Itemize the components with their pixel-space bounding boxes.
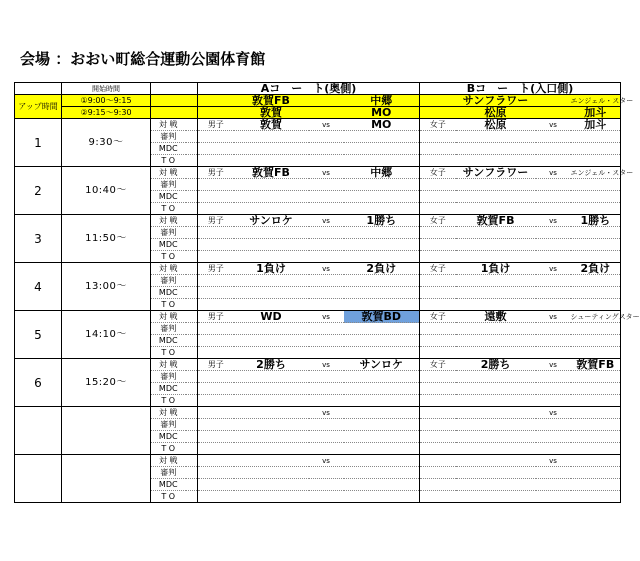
vs-label: vs <box>309 407 344 419</box>
match-number: 2 <box>15 167 62 215</box>
court-b-home-team: 敦賀FB <box>456 215 536 227</box>
match-time <box>62 455 151 503</box>
mdc-label: MDC <box>151 287 186 299</box>
to-label: T O <box>151 299 186 311</box>
mdc-label: MDC <box>151 335 186 347</box>
court-a-away-team: 中郷 <box>344 167 420 179</box>
court-a-team-1: 敦賀FB <box>234 95 309 107</box>
match-number: 5 <box>15 311 62 359</box>
court-a-team-3: 敦賀 <box>234 107 309 119</box>
court-b-team-4: 加斗 <box>571 107 621 119</box>
court-a-home-team: WD <box>234 311 309 323</box>
match-number: 4 <box>15 263 62 311</box>
venue-title: 会場 ：おおい町総合運動公園体育館 <box>20 50 266 68</box>
court-b-header: Bコ ー ト(入口側) <box>420 83 621 95</box>
court-a-team-2: 中郷 <box>344 95 420 107</box>
vs-label: vs <box>536 167 571 179</box>
court-b-away-team: シューティングスター <box>570 312 640 321</box>
match-number: 1 <box>15 119 62 167</box>
match-row <box>15 407 621 419</box>
to-label: T O <box>151 251 186 263</box>
header-row-3 <box>15 107 621 119</box>
court-b-home-team: サンフラワー <box>456 167 536 179</box>
court-a-home-team: 敦賀 <box>234 119 309 131</box>
match-row <box>15 311 621 323</box>
court-a-team-4: MO <box>344 107 420 119</box>
court-b-home-team: 1負け <box>456 263 536 275</box>
match-label: 対 戦 <box>151 167 186 179</box>
match-row <box>15 455 621 467</box>
court-b-team-2: エンジェル・スター <box>570 96 634 105</box>
schedule-table <box>14 81 640 503</box>
match-time: 10:40～ <box>62 167 151 215</box>
girls-label: 女子 <box>420 167 456 179</box>
court-b-home-team: 遠敷 <box>456 311 536 323</box>
warmup-slot-2: ②9:15～9:30 <box>62 107 151 119</box>
boys-label: 男子 <box>198 119 234 131</box>
start-time-label: 開始時間 <box>62 83 151 95</box>
vs-label: vs <box>536 407 571 419</box>
match-number: 3 <box>15 215 62 263</box>
mdc-label: MDC <box>151 239 186 251</box>
referee-label: 審判 <box>151 227 186 239</box>
court-a-away-team: 2負け <box>344 263 420 275</box>
court-b-home-team: 2勝ち <box>456 359 536 371</box>
vs-label: vs <box>309 311 344 323</box>
court-b-away-team: 敦賀FB <box>571 359 621 371</box>
vs-label: vs <box>536 215 571 227</box>
match-number <box>15 407 62 455</box>
referee-label: 審判 <box>151 371 186 383</box>
match-row <box>15 119 621 131</box>
boys-label: 男子 <box>198 359 234 371</box>
header-row-1 <box>15 83 621 95</box>
vs-label: vs <box>309 167 344 179</box>
vs-label: vs <box>309 359 344 371</box>
referee-label: 審判 <box>151 323 186 335</box>
mdc-label: MDC <box>151 191 186 203</box>
boys-label: 男子 <box>198 215 234 227</box>
court-b-away-team: エンジェル・スター <box>570 168 634 177</box>
referee-label: 審判 <box>151 275 186 287</box>
boys-label: 男子 <box>198 311 234 323</box>
to-label: T O <box>151 443 186 455</box>
match-label: 対 戦 <box>151 455 186 467</box>
court-a-home-team: 敦賀FB <box>234 167 309 179</box>
vs-label: vs <box>309 263 344 275</box>
court-a-away-team: 敦賀BD <box>344 311 420 323</box>
court-a-home-team: サンロケ <box>234 215 309 227</box>
mdc-label: MDC <box>151 143 186 155</box>
court-b-home-team: 松原 <box>456 119 536 131</box>
match-number <box>15 455 62 503</box>
girls-label: 女子 <box>420 263 456 275</box>
match-row <box>15 167 621 179</box>
match-time: 11:50～ <box>62 215 151 263</box>
match-label: 対 戦 <box>151 407 186 419</box>
girls-label: 女子 <box>420 359 456 371</box>
warmup-label: アップ時間 <box>15 95 62 119</box>
court-a-away-team: 1勝ち <box>344 215 420 227</box>
mdc-label: MDC <box>151 431 186 443</box>
court-b-team-3: 松原 <box>456 107 536 119</box>
mdc-label: MDC <box>151 383 186 395</box>
match-time <box>62 407 151 455</box>
vs-label: vs <box>536 359 571 371</box>
to-label: T O <box>151 491 186 503</box>
court-b-away-team: 2負け <box>571 263 621 275</box>
boys-label: 男子 <box>198 263 234 275</box>
girls-label: 女子 <box>420 119 456 131</box>
match-label: 対 戦 <box>151 359 186 371</box>
match-number: 6 <box>15 359 62 407</box>
vs-label: vs <box>536 311 571 323</box>
match-label: 対 戦 <box>151 119 186 131</box>
to-label: T O <box>151 347 186 359</box>
vs-label: vs <box>536 119 571 131</box>
mdc-label: MDC <box>151 479 186 491</box>
court-a-header: Aコ ー ト(奥側) <box>198 83 420 95</box>
match-time: 13:00～ <box>62 263 151 311</box>
match-time: 9:30～ <box>62 119 151 167</box>
court-b-away-team: 1勝ち <box>571 215 621 227</box>
boys-label: 男子 <box>198 167 234 179</box>
girls-label: 女子 <box>420 215 456 227</box>
vs-label: vs <box>536 455 571 467</box>
vs-label: vs <box>309 119 344 131</box>
court-a-home-team: 1負け <box>234 263 309 275</box>
match-time: 14:10～ <box>62 311 151 359</box>
vs-label: vs <box>309 455 344 467</box>
to-label: T O <box>151 155 186 167</box>
referee-label: 審判 <box>151 179 186 191</box>
girls-label: 女子 <box>420 311 456 323</box>
referee-label: 審判 <box>151 131 186 143</box>
vs-label: vs <box>309 215 344 227</box>
match-row <box>15 215 621 227</box>
court-a-home-team: 2勝ち <box>234 359 309 371</box>
match-label: 対 戦 <box>151 215 186 227</box>
header-row-2 <box>15 95 621 107</box>
match-time: 15:20～ <box>62 359 151 407</box>
match-label: 対 戦 <box>151 263 186 275</box>
court-a-away-team: MO <box>344 119 420 131</box>
court-b-team-1: サンフラワー <box>456 95 536 107</box>
referee-label: 審判 <box>151 467 186 479</box>
to-label: T O <box>151 395 186 407</box>
match-row <box>15 263 621 275</box>
court-b-away-team: 加斗 <box>571 119 621 131</box>
court-a-away-team: サンロケ <box>344 359 420 371</box>
referee-label: 審判 <box>151 419 186 431</box>
warmup-slot-1: ①9:00～9:15 <box>62 95 151 107</box>
to-label: T O <box>151 203 186 215</box>
match-row <box>15 359 621 371</box>
vs-label: vs <box>536 263 571 275</box>
match-label: 対 戦 <box>151 311 186 323</box>
